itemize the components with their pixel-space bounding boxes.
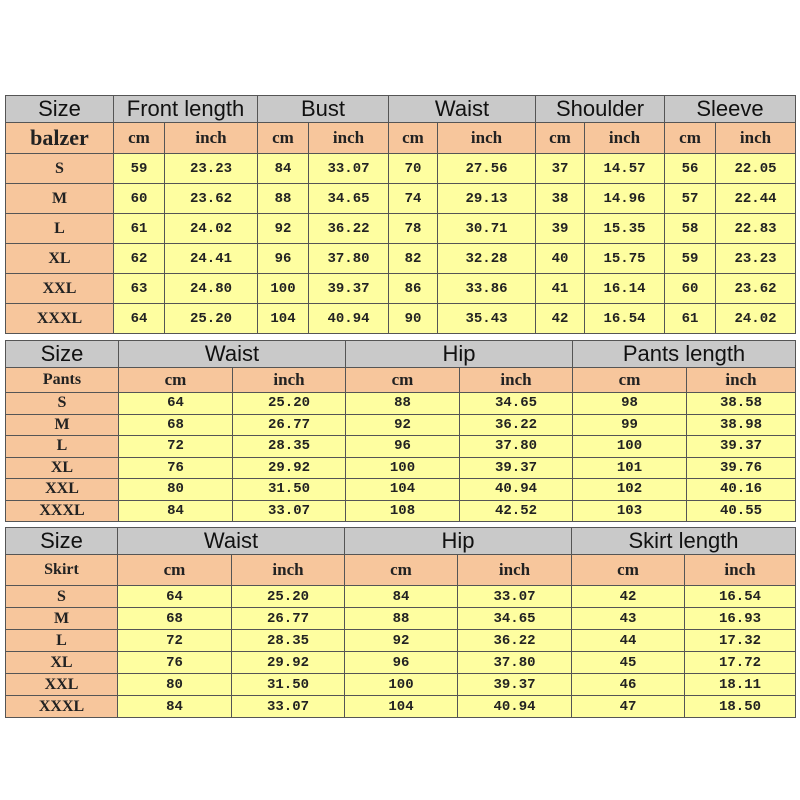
measurement-cell: 59 <box>665 244 716 274</box>
table-row <box>6 154 796 184</box>
size-label: M <box>6 414 119 436</box>
unit-header: cm <box>665 123 716 154</box>
measurement-cell: 102 <box>573 479 687 501</box>
unit-header: cm <box>118 555 232 586</box>
size-label: S <box>6 586 118 608</box>
unit-header: inch <box>585 123 665 154</box>
measurement-cell: 72 <box>119 436 233 458</box>
measurement-cell: 68 <box>119 414 233 436</box>
table-row <box>6 304 796 334</box>
measurement-cell: 100 <box>573 436 687 458</box>
measurement-cell: 18.11 <box>685 674 796 696</box>
measurement-cell: 27.56 <box>438 154 536 184</box>
measurement-cell: 34.65 <box>458 608 572 630</box>
measurement-cell: 74 <box>389 184 438 214</box>
measurement-cell: 78 <box>389 214 438 244</box>
size-label: XL <box>6 457 119 479</box>
measurement-cell: 22.44 <box>716 184 796 214</box>
measurement-cell: 37.80 <box>458 652 572 674</box>
measurement-cell: 96 <box>345 652 458 674</box>
measurement-cell: 37.80 <box>309 244 389 274</box>
measurement-cell: 70 <box>389 154 438 184</box>
table-row <box>6 500 796 522</box>
measurement-cell: 61 <box>665 304 716 334</box>
measurement-cell: 64 <box>118 586 232 608</box>
measurement-group-header: Waist <box>118 528 345 555</box>
size-label: M <box>6 184 114 214</box>
garment-type-label: Pants <box>6 368 119 393</box>
measurement-cell: 108 <box>346 500 460 522</box>
size-label: M <box>6 608 118 630</box>
measurement-cell: 68 <box>118 608 232 630</box>
measurement-cell: 76 <box>118 652 232 674</box>
size-label: L <box>6 630 118 652</box>
table-row <box>6 436 796 458</box>
unit-header: inch <box>458 555 572 586</box>
measurement-cell: 92 <box>258 214 309 244</box>
skirt-size-table <box>5 527 796 718</box>
measurement-group-header: Hip <box>345 528 572 555</box>
table-row <box>6 586 796 608</box>
measurement-cell: 30.71 <box>438 214 536 244</box>
measurement-cell: 14.57 <box>585 154 665 184</box>
group-header-row <box>6 341 796 368</box>
measurement-cell: 98 <box>573 393 687 415</box>
unit-header: inch <box>438 123 536 154</box>
size-label: XXXL <box>6 696 118 718</box>
table-row <box>6 457 796 479</box>
measurement-group-header: Waist <box>119 341 346 368</box>
measurement-cell: 39.37 <box>309 274 389 304</box>
unit-header: cm <box>345 555 458 586</box>
measurement-cell: 23.62 <box>716 274 796 304</box>
size-column-header: Size <box>6 528 118 555</box>
measurement-cell: 17.72 <box>685 652 796 674</box>
measurement-cell: 16.14 <box>585 274 665 304</box>
size-label: XXL <box>6 674 118 696</box>
measurement-cell: 36.22 <box>309 214 389 244</box>
measurement-cell: 33.07 <box>458 586 572 608</box>
measurement-cell: 41 <box>536 274 585 304</box>
size-column-header: Size <box>6 96 114 123</box>
measurement-cell: 86 <box>389 274 438 304</box>
measurement-cell: 17.32 <box>685 630 796 652</box>
measurement-group-header: Hip <box>346 341 573 368</box>
unit-header: inch <box>309 123 389 154</box>
table-row <box>6 652 796 674</box>
measurement-cell: 31.50 <box>232 674 345 696</box>
measurement-cell: 100 <box>346 457 460 479</box>
measurement-cell: 82 <box>389 244 438 274</box>
measurement-cell: 37 <box>536 154 585 184</box>
measurement-cell: 96 <box>258 244 309 274</box>
measurement-cell: 80 <box>119 479 233 501</box>
measurement-cell: 43 <box>572 608 685 630</box>
measurement-cell: 61 <box>114 214 165 244</box>
measurement-cell: 34.65 <box>460 393 573 415</box>
top-size-table <box>5 95 796 334</box>
measurement-cell: 29.13 <box>438 184 536 214</box>
size-label: XXXL <box>6 304 114 334</box>
unit-header: cm <box>258 123 309 154</box>
size-label: S <box>6 154 114 184</box>
measurement-cell: 57 <box>665 184 716 214</box>
measurement-cell: 80 <box>118 674 232 696</box>
measurement-cell: 33.07 <box>233 500 346 522</box>
unit-header: cm <box>536 123 585 154</box>
measurement-cell: 42 <box>572 586 685 608</box>
measurement-cell: 39 <box>536 214 585 244</box>
unit-header: inch <box>685 555 796 586</box>
measurement-cell: 37.80 <box>460 436 573 458</box>
unit-header: cm <box>114 123 165 154</box>
measurement-cell: 39.37 <box>458 674 572 696</box>
unit-header: inch <box>460 368 573 393</box>
unit-header-row <box>6 123 796 154</box>
size-label: L <box>6 214 114 244</box>
measurement-cell: 16.54 <box>585 304 665 334</box>
measurement-cell: 39.37 <box>460 457 573 479</box>
measurement-cell: 103 <box>573 500 687 522</box>
measurement-cell: 22.83 <box>716 214 796 244</box>
measurement-cell: 28.35 <box>232 630 345 652</box>
measurement-cell: 23.23 <box>716 244 796 274</box>
measurement-group-header: Sleeve <box>665 96 796 123</box>
measurement-cell: 33.86 <box>438 274 536 304</box>
measurement-cell: 56 <box>665 154 716 184</box>
measurement-cell: 104 <box>258 304 309 334</box>
unit-header-row <box>6 555 796 586</box>
measurement-cell: 72 <box>118 630 232 652</box>
measurement-cell: 29.92 <box>233 457 346 479</box>
measurement-cell: 16.93 <box>685 608 796 630</box>
measurement-cell: 38 <box>536 184 585 214</box>
measurement-cell: 96 <box>346 436 460 458</box>
table-row <box>6 414 796 436</box>
unit-header-row <box>6 368 796 393</box>
measurement-cell: 25.20 <box>233 393 346 415</box>
measurement-cell: 32.28 <box>438 244 536 274</box>
measurement-cell: 45 <box>572 652 685 674</box>
measurement-cell: 40.16 <box>687 479 796 501</box>
measurement-cell: 104 <box>345 696 458 718</box>
measurement-cell: 88 <box>346 393 460 415</box>
measurement-cell: 39.76 <box>687 457 796 479</box>
measurement-cell: 26.77 <box>233 414 346 436</box>
measurement-group-header: Pants length <box>573 341 796 368</box>
measurement-cell: 33.07 <box>309 154 389 184</box>
unit-header: cm <box>573 368 687 393</box>
measurement-cell: 28.35 <box>233 436 346 458</box>
measurement-cell: 24.41 <box>165 244 258 274</box>
size-label: XXL <box>6 479 119 501</box>
table-row <box>6 393 796 415</box>
measurement-cell: 84 <box>345 586 458 608</box>
unit-header: cm <box>572 555 685 586</box>
table-row <box>6 630 796 652</box>
unit-header: cm <box>389 123 438 154</box>
measurement-cell: 23.62 <box>165 184 258 214</box>
measurement-cell: 23.23 <box>165 154 258 184</box>
measurement-group-header: Bust <box>258 96 389 123</box>
pants-size-table <box>5 340 796 522</box>
measurement-cell: 26.77 <box>232 608 345 630</box>
garment-type-label: balzer <box>6 123 114 154</box>
measurement-cell: 22.05 <box>716 154 796 184</box>
measurement-cell: 76 <box>119 457 233 479</box>
group-header-row <box>6 528 796 555</box>
measurement-cell: 40 <box>536 244 585 274</box>
measurement-cell: 15.75 <box>585 244 665 274</box>
measurement-cell: 60 <box>114 184 165 214</box>
measurement-cell: 40.94 <box>458 696 572 718</box>
table-row <box>6 674 796 696</box>
measurement-cell: 100 <box>258 274 309 304</box>
table-row <box>6 244 796 274</box>
measurement-cell: 99 <box>573 414 687 436</box>
measurement-cell: 34.65 <box>309 184 389 214</box>
measurement-cell: 104 <box>346 479 460 501</box>
measurement-cell: 46 <box>572 674 685 696</box>
unit-header: inch <box>232 555 345 586</box>
measurement-cell: 15.35 <box>585 214 665 244</box>
measurement-cell: 92 <box>345 630 458 652</box>
measurement-cell: 47 <box>572 696 685 718</box>
unit-header: cm <box>346 368 460 393</box>
measurement-group-header: Skirt length <box>572 528 796 555</box>
measurement-cell: 39.37 <box>687 436 796 458</box>
measurement-cell: 42 <box>536 304 585 334</box>
measurement-cell: 16.54 <box>685 586 796 608</box>
measurement-cell: 42.52 <box>460 500 573 522</box>
table-row <box>6 479 796 501</box>
unit-header: cm <box>119 368 233 393</box>
measurement-cell: 90 <box>389 304 438 334</box>
measurement-cell: 29.92 <box>232 652 345 674</box>
measurement-cell: 36.22 <box>460 414 573 436</box>
measurement-group-header: Waist <box>389 96 536 123</box>
size-label: L <box>6 436 119 458</box>
measurement-cell: 24.02 <box>716 304 796 334</box>
size-label: XL <box>6 244 114 274</box>
unit-header: inch <box>165 123 258 154</box>
measurement-cell: 92 <box>346 414 460 436</box>
table-row <box>6 214 796 244</box>
measurement-cell: 25.20 <box>165 304 258 334</box>
size-label: XXL <box>6 274 114 304</box>
measurement-cell: 62 <box>114 244 165 274</box>
measurement-cell: 64 <box>119 393 233 415</box>
measurement-cell: 35.43 <box>438 304 536 334</box>
measurement-cell: 63 <box>114 274 165 304</box>
table-row <box>6 184 796 214</box>
unit-header: inch <box>687 368 796 393</box>
measurement-cell: 40.94 <box>460 479 573 501</box>
measurement-group-header: Shoulder <box>536 96 665 123</box>
measurement-cell: 64 <box>114 304 165 334</box>
group-header-row <box>6 96 796 123</box>
measurement-cell: 88 <box>258 184 309 214</box>
measurement-cell: 24.02 <box>165 214 258 244</box>
measurement-cell: 36.22 <box>458 630 572 652</box>
measurement-cell: 14.96 <box>585 184 665 214</box>
measurement-cell: 84 <box>119 500 233 522</box>
measurement-cell: 31.50 <box>233 479 346 501</box>
table-row <box>6 274 796 304</box>
measurement-cell: 25.20 <box>232 586 345 608</box>
unit-header: inch <box>233 368 346 393</box>
measurement-cell: 33.07 <box>232 696 345 718</box>
measurement-cell: 101 <box>573 457 687 479</box>
measurement-cell: 59 <box>114 154 165 184</box>
table-row <box>6 696 796 718</box>
measurement-cell: 40.94 <box>309 304 389 334</box>
measurement-cell: 58 <box>665 214 716 244</box>
measurement-cell: 60 <box>665 274 716 304</box>
measurement-cell: 84 <box>118 696 232 718</box>
measurement-cell: 38.98 <box>687 414 796 436</box>
unit-header: inch <box>716 123 796 154</box>
size-label: S <box>6 393 119 415</box>
size-column-header: Size <box>6 341 119 368</box>
measurement-cell: 100 <box>345 674 458 696</box>
table-row <box>6 608 796 630</box>
measurement-cell: 18.50 <box>685 696 796 718</box>
measurement-cell: 44 <box>572 630 685 652</box>
size-label: XL <box>6 652 118 674</box>
measurement-cell: 40.55 <box>687 500 796 522</box>
measurement-cell: 24.80 <box>165 274 258 304</box>
measurement-group-header: Front length <box>114 96 258 123</box>
measurement-cell: 38.58 <box>687 393 796 415</box>
measurement-cell: 88 <box>345 608 458 630</box>
size-label: XXXL <box>6 500 119 522</box>
measurement-cell: 84 <box>258 154 309 184</box>
garment-type-label: Skirt <box>6 555 118 586</box>
